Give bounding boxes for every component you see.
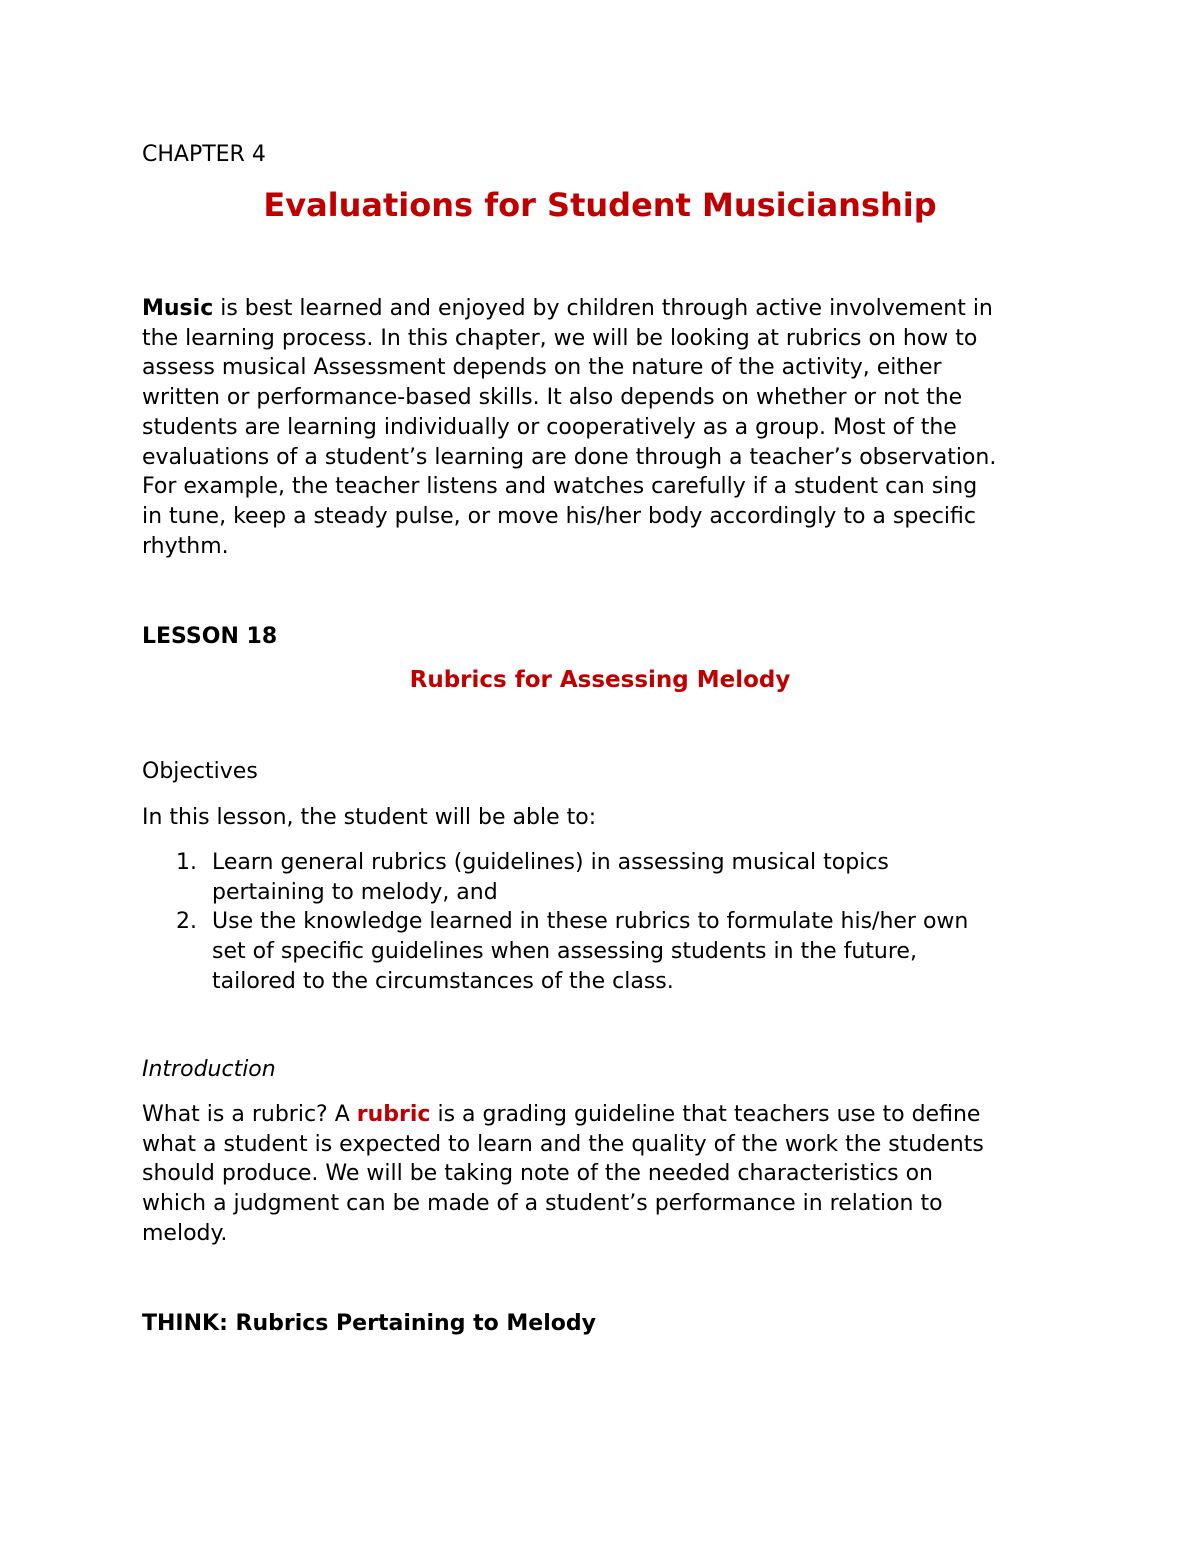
objectives-intro: In this lesson, the student will be able to: (142, 805, 597, 830)
paragraph-line: written or performance-based skills. It also depends on whether or not the (142, 385, 963, 411)
paragraph-line: what a student is expected to learn and the quality of the work the students (142, 1131, 984, 1157)
page-title: Evaluations for Student Musicianship (263, 186, 937, 224)
paragraph-line: which a judgment can be made of a student’s performance in relation to (142, 1191, 943, 1217)
paragraph-line: assess musical Assessment depends on the nature of the activity, either (142, 355, 942, 381)
list-line: tailored to the circumstances of the class. (212, 968, 674, 994)
paragraph-text: is a grading guideline that teachers use to define (430, 1102, 981, 1127)
introduction-heading: Introduction (142, 1057, 276, 1082)
think-heading: THINK: Rubrics Pertaining to Melody (142, 1311, 596, 1336)
list-line: Use the knowledge learned in these rubrics to formulate his/her own (212, 909, 969, 935)
paragraph-line: in tune, keep a steady pulse, or move his/her body accordingly to a specific (142, 503, 976, 529)
paragraph-line: the learning process. In this chapter, we will be looking at rubrics on how to (142, 325, 978, 351)
list-item (142, 848, 968, 907)
chapter-label: CHAPTER 4 (142, 142, 266, 167)
lesson-label: LESSON 18 (142, 624, 278, 649)
paragraph-line: rhythm. (142, 533, 229, 559)
objectives-list (142, 848, 968, 997)
intro-paragraph (142, 294, 996, 561)
list-line: pertaining to melody, and (212, 879, 498, 905)
paragraph-line: melody. (142, 1220, 228, 1246)
list-item (142, 907, 968, 996)
lesson-title: Rubrics for Assessing Melody (409, 667, 791, 693)
objectives-heading: Objectives (142, 759, 258, 784)
paragraph-line: For example, the teacher listens and watches carefully if a student can sing (142, 474, 978, 500)
paragraph-line: should produce. We will be taking note of the needed characteristics on (142, 1161, 934, 1187)
paragraph-line: evaluations of a student’s learning are done through a teacher’s observation. (142, 444, 997, 470)
paragraph-line: is best learned and enjoyed by children through active involvement in (213, 296, 993, 321)
list-number: 1. (176, 850, 197, 875)
paragraph-text: What is a rubric? A (142, 1102, 357, 1127)
introduction-paragraph (142, 1100, 984, 1249)
highlighted-term: rubric (356, 1102, 431, 1127)
paragraph-line: students are learning individually or cooperatively as a group. Most of the (142, 414, 957, 440)
list-line: set of specific guidelines when assessing students in the future, (212, 939, 917, 965)
list-number: 2. (176, 909, 197, 935)
list-line: Learn general rubrics (guidelines) in assessing musical topics (212, 850, 889, 875)
lead-word: Music (142, 296, 214, 321)
